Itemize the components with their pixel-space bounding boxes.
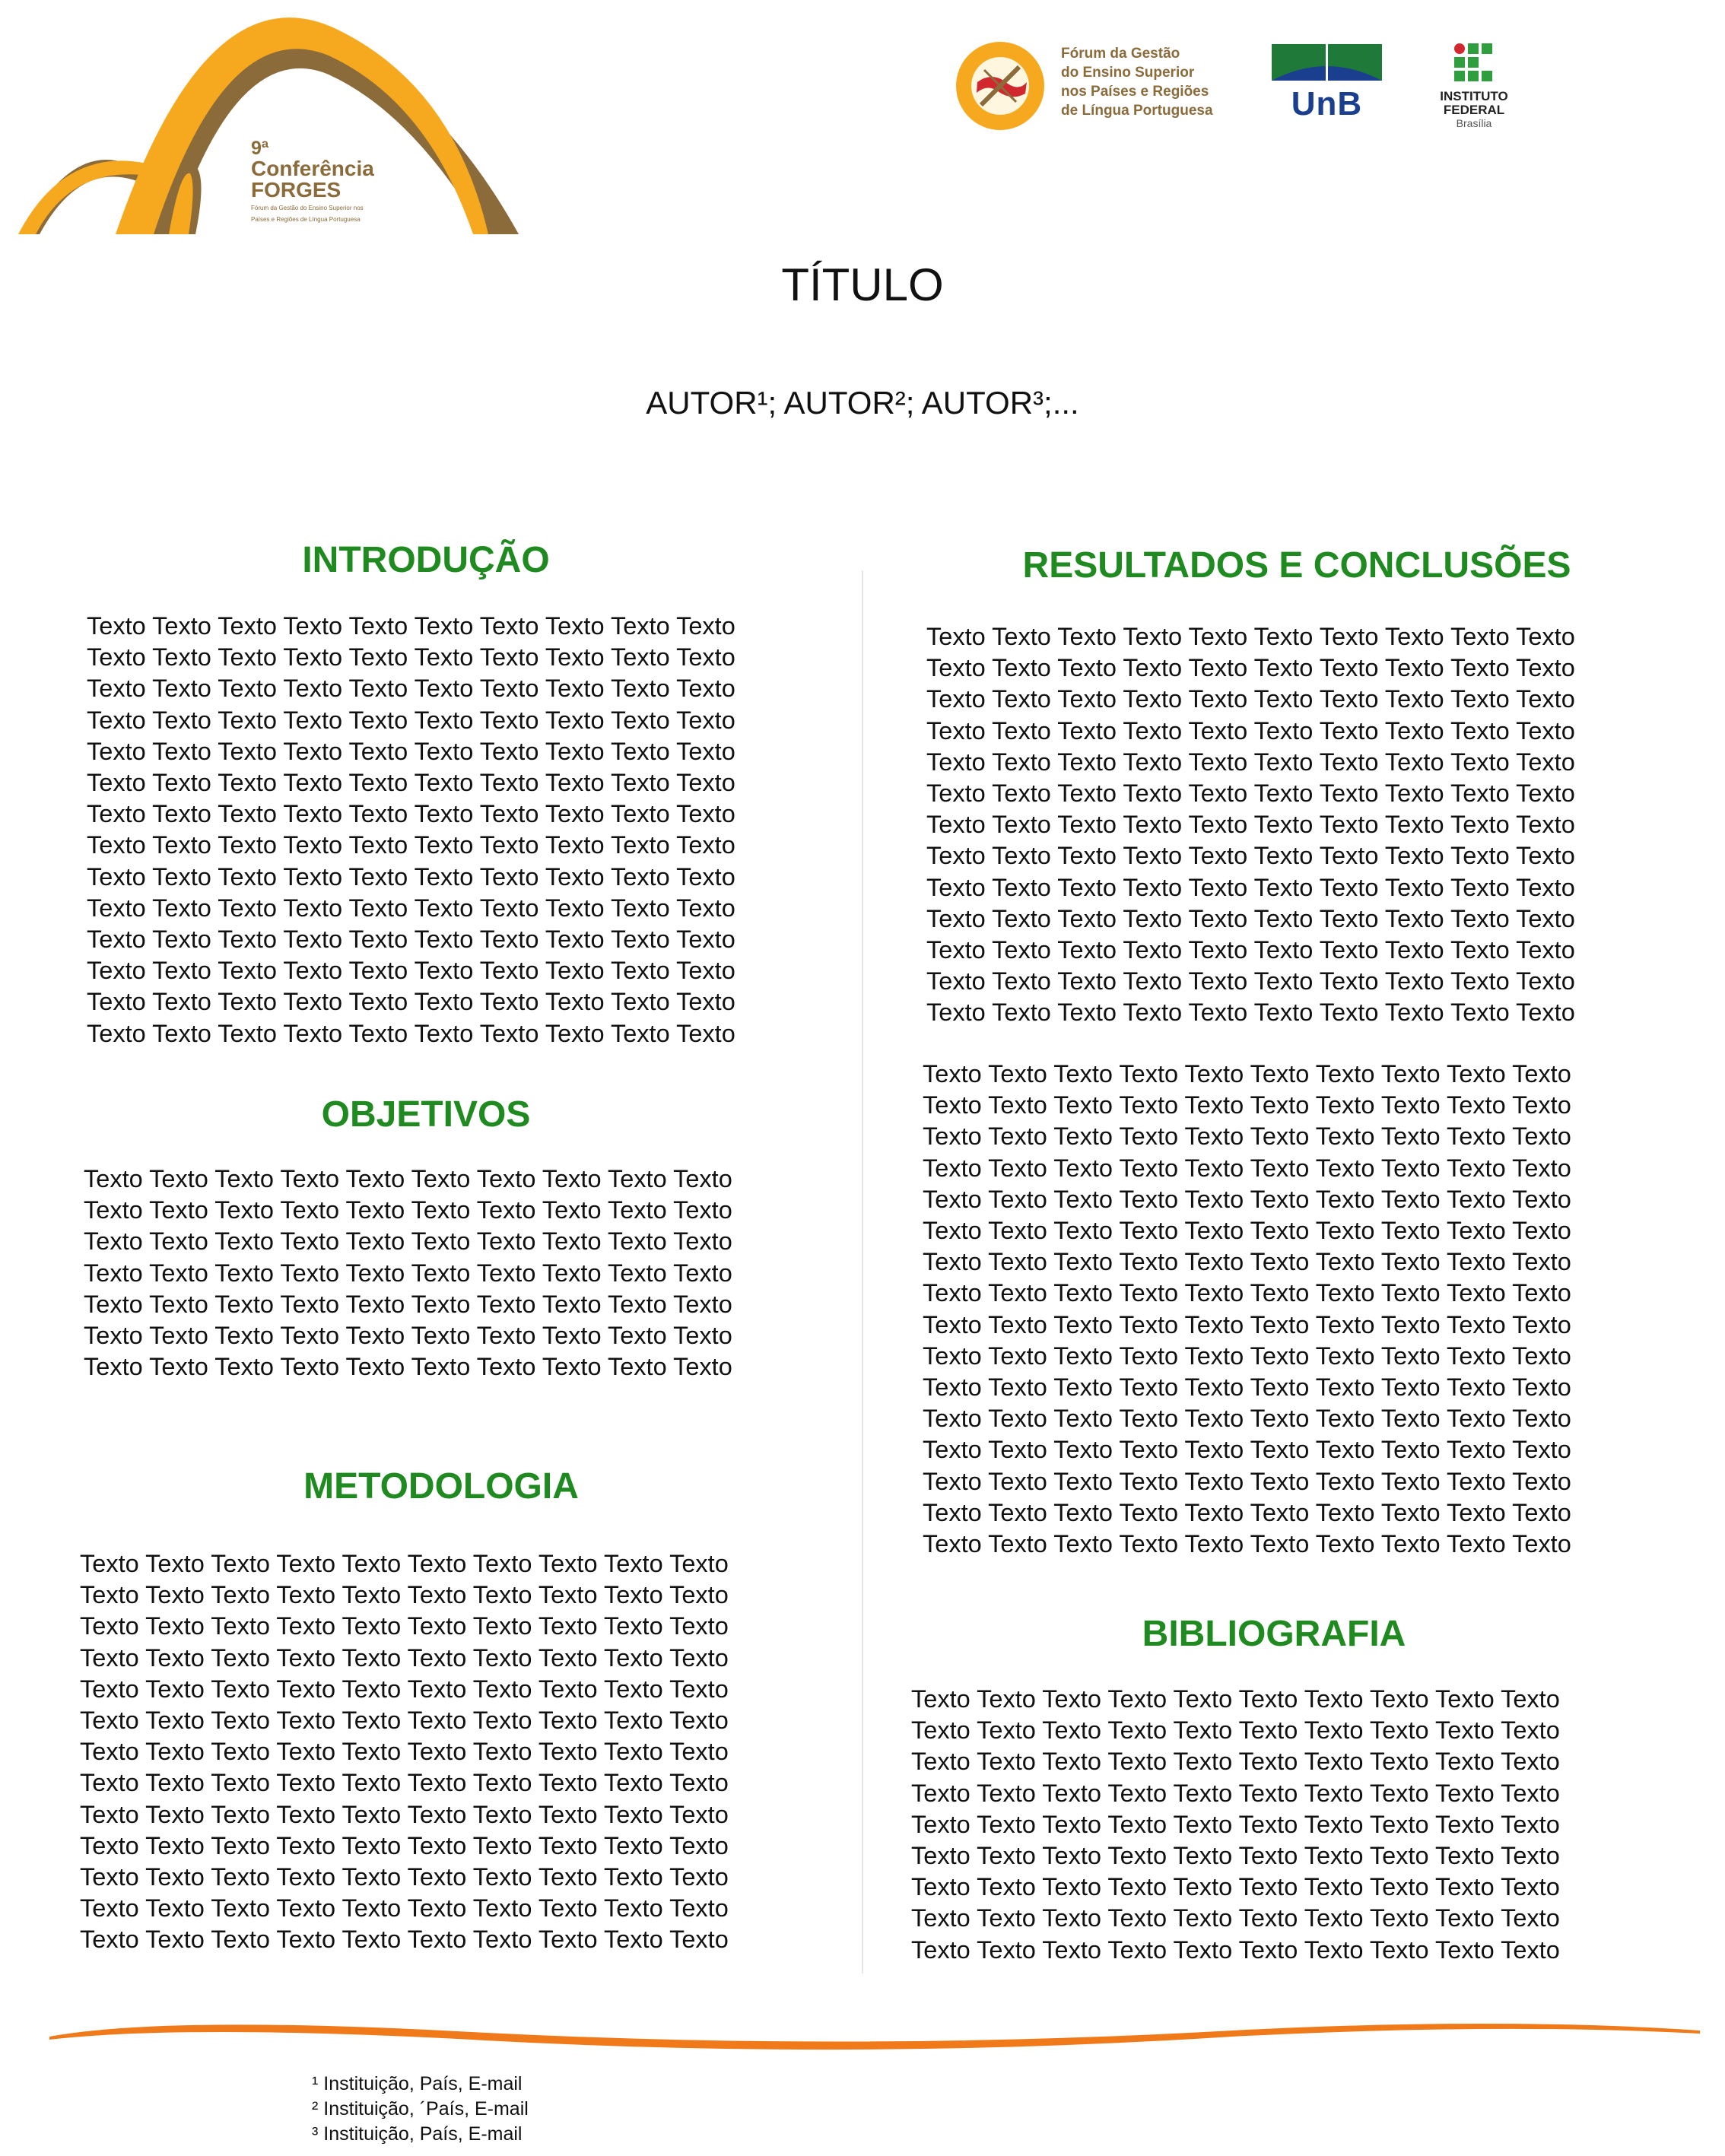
poster-authors: AUTOR¹; AUTOR²; AUTOR³;... bbox=[646, 385, 1079, 421]
heading-introducao: INTRODUÇÃO bbox=[302, 540, 550, 580]
heading-resultados: RESULTADOS E CONCLUSÕES bbox=[1022, 545, 1571, 586]
instituto-federal-text bbox=[1428, 90, 1520, 129]
text-introducao bbox=[87, 611, 735, 1049]
text-line: Texto Texto Texto Texto Texto Texto Texto Texto Texto Texto bbox=[911, 1685, 1560, 1713]
text-line: Texto Texto Texto Texto Texto Texto Texto Texto Texto Texto bbox=[926, 936, 1575, 964]
text-line: Texto Texto Texto Texto Texto Texto Texto Texto Texto Texto bbox=[926, 748, 1575, 776]
footer-swoosh bbox=[15, 2000, 1711, 2061]
text-line: Texto Texto Texto Texto Texto Texto Texto Texto Texto Texto bbox=[911, 1873, 1560, 1901]
text-line: Texto Texto Texto Texto Texto Texto Texto Texto Texto Texto bbox=[926, 967, 1575, 995]
forum-logo-text bbox=[1061, 44, 1244, 120]
text-line: Texto Texto Texto Texto Texto Texto Texto Texto Texto Texto bbox=[87, 1019, 735, 1047]
instituto-line-3: Brasília bbox=[1456, 117, 1492, 129]
forges-conferencia: Conferência bbox=[251, 157, 374, 180]
heading-metodologia: METODOLOGIA bbox=[303, 1466, 579, 1507]
text-line: Texto Texto Texto Texto Texto Texto Texto Texto Texto Texto bbox=[84, 1196, 732, 1224]
unb-wordmark: UnB bbox=[1291, 85, 1363, 122]
text-line: Texto Texto Texto Texto Texto Texto Texto Texto Texto Texto bbox=[923, 1154, 1571, 1182]
text-line: Texto Texto Texto Texto Texto Texto Texto Texto Texto Texto bbox=[911, 1904, 1560, 1932]
text-line: Texto Texto Texto Texto Texto Texto Texto Texto Texto Texto bbox=[84, 1290, 732, 1318]
text-line: Texto Texto Texto Texto Texto Texto Texto Texto Texto Texto bbox=[926, 716, 1575, 745]
text-line: Texto Texto Texto Texto Texto Texto Texto Texto Texto Texto bbox=[84, 1322, 732, 1350]
text-line: Texto Texto Texto Texto Texto Texto Texto Texto Texto Texto bbox=[926, 623, 1575, 650]
text-resultados-1 bbox=[926, 621, 1575, 1029]
text-line: Texto Texto Texto Texto Texto Texto Texto Texto Texto Texto bbox=[926, 842, 1575, 870]
text-line: Texto Texto Texto Texto Texto Texto Texto Texto Texto Texto bbox=[80, 1675, 729, 1703]
text-line: Texto Texto Texto Texto Texto Texto Texto Texto Texto Texto bbox=[80, 1612, 729, 1640]
text-line: Texto Texto Texto Texto Texto Texto Texto Texto Texto Texto bbox=[926, 999, 1575, 1027]
text-line: Texto Texto Texto Texto Texto Texto Texto Texto Texto Texto bbox=[84, 1165, 732, 1192]
forum-globe-logo bbox=[951, 37, 1050, 135]
text-line: Texto Texto Texto Texto Texto Texto Texto Texto Texto Texto bbox=[87, 612, 735, 640]
text-line: Texto Texto Texto Texto Texto Texto Texto Texto Texto Texto bbox=[87, 862, 735, 891]
text-line: Texto Texto Texto Texto Texto Texto Texto Texto Texto Texto bbox=[923, 1498, 1571, 1526]
text-line: Texto Texto Texto Texto Texto Texto Texto Texto Texto Texto bbox=[911, 1748, 1560, 1776]
text-line: Texto Texto Texto Texto Texto Texto Texto Texto Texto Texto bbox=[87, 926, 735, 954]
poster-title: TÍTULO bbox=[781, 259, 944, 310]
forum-line-1: Fórum da Gestão bbox=[1061, 46, 1180, 62]
text-line: Texto Texto Texto Texto Texto Texto Texto Texto Texto Texto bbox=[87, 957, 735, 985]
text-line: Texto Texto Texto Texto Texto Texto Texto Texto Texto Texto bbox=[87, 769, 735, 797]
text-line: Texto Texto Texto Texto Texto Texto Texto Texto Texto Texto bbox=[80, 1926, 729, 1954]
text-line: Texto Texto Texto Texto Texto Texto Texto Texto Texto Texto bbox=[87, 737, 735, 765]
text-line: Texto Texto Texto Texto Texto Texto Texto Texto Texto Texto bbox=[923, 1279, 1571, 1307]
text-line: Texto Texto Texto Texto Texto Texto Texto Texto Texto Texto bbox=[80, 1738, 729, 1766]
instituto-line-1: INSTITUTO bbox=[1440, 89, 1508, 103]
text-line: Texto Texto Texto Texto Texto Texto Texto Texto Texto Texto bbox=[87, 831, 735, 859]
text-line: Texto Texto Texto Texto Texto Texto Texto Texto Texto Texto bbox=[923, 1122, 1571, 1151]
text-line: Texto Texto Texto Texto Texto Texto Texto Texto Texto Texto bbox=[923, 1091, 1571, 1119]
forges-subtitle-1: Fórum da Gestão do Ensino Superior nos bbox=[251, 205, 364, 211]
text-line: Texto Texto Texto Texto Texto Texto Texto Texto Texto Texto bbox=[926, 654, 1575, 682]
text-line: Texto Texto Texto Texto Texto Texto Texto Texto Texto Texto bbox=[923, 1342, 1571, 1370]
text-line: Texto Texto Texto Texto Texto Texto Texto Texto Texto Texto bbox=[911, 1810, 1560, 1838]
text-line: Texto Texto Texto Texto Texto Texto Texto Texto Texto Texto bbox=[923, 1467, 1571, 1495]
text-line: Texto Texto Texto Texto Texto Texto Texto Texto Texto Texto bbox=[926, 873, 1575, 901]
text-line: Texto Texto Texto Texto Texto Texto Texto Texto Texto Texto bbox=[80, 1831, 729, 1859]
text-line: Texto Texto Texto Texto Texto Texto Texto Texto Texto Texto bbox=[923, 1405, 1571, 1433]
text-line: Texto Texto Texto Texto Texto Texto Texto Texto Texto Texto bbox=[923, 1217, 1571, 1245]
text-line: Texto Texto Texto Texto Texto Texto Texto Texto Texto Texto bbox=[87, 988, 735, 1016]
footnotes bbox=[312, 2072, 529, 2147]
text-line: Texto Texto Texto Texto Texto Texto Texto Texto Texto Texto bbox=[87, 800, 735, 828]
forges-logo-text bbox=[251, 138, 449, 224]
footnote-1: ¹ Instituição, País, E-mail bbox=[312, 2073, 523, 2094]
text-line: Texto Texto Texto Texto Texto Texto Texto Texto Texto Texto bbox=[80, 1643, 729, 1672]
footnote-2: ² Instituição, ´País, E-mail bbox=[312, 2098, 529, 2119]
heading-objetivos: OBJETIVOS bbox=[321, 1094, 531, 1135]
text-line: Texto Texto Texto Texto Texto Texto Texto Texto Texto Texto bbox=[84, 1353, 732, 1381]
text-line: Texto Texto Texto Texto Texto Texto Texto Texto Texto Texto bbox=[911, 1716, 1560, 1745]
text-line: Texto Texto Texto Texto Texto Texto Texto Texto Texto Texto bbox=[87, 643, 735, 672]
forges-name: FORGES bbox=[251, 178, 342, 202]
text-line: Texto Texto Texto Texto Texto Texto Texto Texto Texto Texto bbox=[923, 1185, 1571, 1213]
text-line: Texto Texto Texto Texto Texto Texto Texto Texto Texto Texto bbox=[926, 811, 1575, 839]
text-line: Texto Texto Texto Texto Texto Texto Texto Texto Texto Texto bbox=[923, 1373, 1571, 1402]
text-line: Texto Texto Texto Texto Texto Texto Texto Texto Texto Texto bbox=[80, 1581, 729, 1609]
text-bibliografia bbox=[911, 1684, 1560, 1966]
text-line: Texto Texto Texto Texto Texto Texto Texto Texto Texto Texto bbox=[923, 1436, 1571, 1464]
text-line: Texto Texto Texto Texto Texto Texto Texto Texto Texto Texto bbox=[923, 1310, 1571, 1338]
forum-line-3: nos Países e Regiões bbox=[1061, 84, 1209, 100]
forges-ordinal: 9ª bbox=[251, 138, 269, 159]
text-line: Texto Texto Texto Texto Texto Texto Texto Texto Texto Texto bbox=[923, 1060, 1571, 1088]
heading-bibliografia: BIBLIOGRAFIA bbox=[1142, 1614, 1406, 1654]
text-line: Texto Texto Texto Texto Texto Texto Texto Texto Texto Texto bbox=[80, 1894, 729, 1923]
text-line: Texto Texto Texto Texto Texto Texto Texto Texto Texto Texto bbox=[84, 1259, 732, 1287]
text-line: Texto Texto Texto Texto Texto Texto Texto Texto Texto Texto bbox=[80, 1707, 729, 1735]
text-line: Texto Texto Texto Texto Texto Texto Texto Texto Texto Texto bbox=[911, 1779, 1560, 1807]
text-line: Texto Texto Texto Texto Texto Texto Texto Texto Texto Texto bbox=[911, 1842, 1560, 1870]
text-resultados-2 bbox=[923, 1059, 1571, 1560]
text-line: Texto Texto Texto Texto Texto Texto Texto Texto Texto Texto bbox=[80, 1863, 729, 1891]
column-divider bbox=[862, 570, 863, 1973]
text-metodologia bbox=[80, 1548, 729, 1956]
text-line: Texto Texto Texto Texto Texto Texto Texto Texto Texto Texto bbox=[87, 675, 735, 703]
text-line: Texto Texto Texto Texto Texto Texto Texto Texto Texto Texto bbox=[926, 904, 1575, 932]
text-line: Texto Texto Texto Texto Texto Texto Texto Texto Texto Texto bbox=[87, 706, 735, 734]
text-line: Texto Texto Texto Texto Texto Texto Texto Texto Texto Texto bbox=[926, 685, 1575, 713]
instituto-line-2: FEDERAL bbox=[1443, 103, 1505, 117]
text-line: Texto Texto Texto Texto Texto Texto Texto Texto Texto Texto bbox=[80, 1550, 729, 1577]
text-objetivos bbox=[84, 1164, 732, 1383]
forges-subtitle-2: Países e Regiões de Língua Portuguesa bbox=[251, 216, 361, 223]
instituto-federal-logo bbox=[1453, 42, 1498, 87]
text-line: Texto Texto Texto Texto Texto Texto Texto Texto Texto Texto bbox=[80, 1800, 729, 1828]
forum-line-2: do Ensino Superior bbox=[1061, 65, 1195, 81]
text-line: Texto Texto Texto Texto Texto Texto Texto Texto Texto Texto bbox=[911, 1935, 1560, 1964]
forum-line-4: de Língua Portuguesa bbox=[1061, 103, 1213, 119]
text-line: Texto Texto Texto Texto Texto Texto Texto Texto Texto Texto bbox=[923, 1248, 1571, 1276]
text-line: Texto Texto Texto Texto Texto Texto Texto Texto Texto Texto bbox=[87, 894, 735, 922]
text-line: Texto Texto Texto Texto Texto Texto Texto Texto Texto Texto bbox=[80, 1769, 729, 1797]
text-line: Texto Texto Texto Texto Texto Texto Texto Texto Texto Texto bbox=[926, 780, 1575, 808]
text-line: Texto Texto Texto Texto Texto Texto Texto Texto Texto Texto bbox=[923, 1530, 1571, 1558]
footnote-3: ³ Instituição, País, E-mail bbox=[312, 2123, 523, 2145]
text-line: Texto Texto Texto Texto Texto Texto Texto Texto Texto Texto bbox=[84, 1227, 732, 1256]
